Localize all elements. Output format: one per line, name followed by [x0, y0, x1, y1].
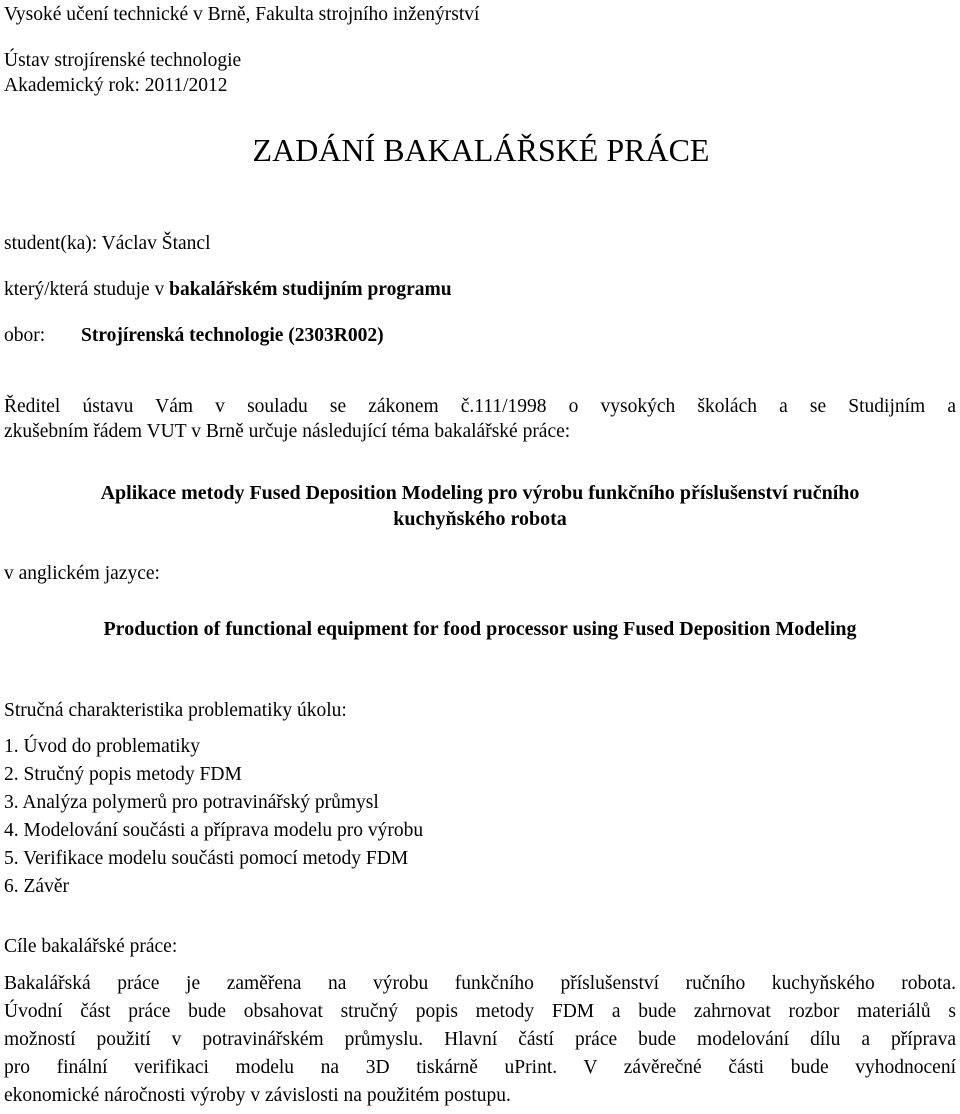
list-item: 1. Úvod do problematiky: [4, 736, 201, 757]
field-line: [4, 324, 956, 348]
field-label: obor:: [4, 325, 46, 346]
topic-en: Production of functional equipment for food processor using Fused Deposition Modeling: [103, 618, 857, 640]
goals-line-4: pro finální verifikaci modelu na 3D tiskárně uPrint. V závěrečné části bude vyhodnocení: [4, 1057, 956, 1078]
characteristics-heading: Stručná charakteristika problematiky úkolu:: [4, 700, 347, 721]
student-label: student(ka):: [4, 233, 98, 254]
list-item: 2. Stručný popis metody FDM: [4, 764, 242, 785]
goals-heading: Cíle bakalářské práce:: [4, 936, 178, 957]
field-name: Strojírenská technologie (2303R002): [81, 325, 384, 346]
goals-line-3: možností použití v potravinářském průmyslu. Hlavní částí práce bude modelování dílu a příprava: [4, 1029, 956, 1050]
program-line: [4, 278, 452, 302]
intro-line-1: Ředitel ústavu Vám v souladu se zákonem č.111/1998 o vysokých školách a se Studijním a: [4, 396, 956, 417]
student-name: Václav Štancl: [101, 233, 211, 254]
list-item: 5. Verifikace modelu součásti pomocí metody FDM: [4, 848, 409, 869]
institute-name: Ústav strojírenské technologie: [4, 50, 242, 71]
goals-line-2: Úvodní část práce bude obsahovat stručný popis metody FDM a bude zahrnovat rozbor materiálů s: [4, 1001, 956, 1022]
list-item: 3. Analýza polymerů pro potravinářský průmysl: [4, 792, 379, 813]
student-line: [4, 232, 211, 256]
intro-line-2: zkušebním řádem VUT v Brně určuje následující téma bakalářské práce:: [4, 421, 571, 442]
list-item: 4. Modelování součásti a příprava modelu pro výrobu: [4, 820, 424, 841]
program-prefix: který/která studuje v: [4, 279, 165, 300]
academic-year: Akademický rok: 2011/2012: [4, 75, 228, 96]
topic-cz-line-1: Aplikace metody Fused Deposition Modeling pro výrobu funkčního příslušenství ručního: [100, 482, 860, 504]
university-faculty: Vysoké učení technické v Brně, Fakulta strojního inženýrství: [4, 4, 480, 25]
goals-line-5: ekonomické náročnosti výroby v závislosti na použitém postupu.: [4, 1085, 511, 1106]
document-title: ZADÁNÍ BAKALÁŘSKÉ PRÁCE: [252, 132, 710, 168]
goals-line-1: Bakalářská práce je zaměřena na výrobu funkčního příslušenství ručního kuchyňského robota.: [4, 973, 956, 994]
topic-cz-line-2: kuchyňského robota: [393, 508, 567, 530]
english-label: v anglickém jazyce:: [4, 563, 160, 584]
program-name: bakalářském studijním programu: [169, 279, 452, 300]
list-item: 6. Závěr: [4, 876, 69, 897]
